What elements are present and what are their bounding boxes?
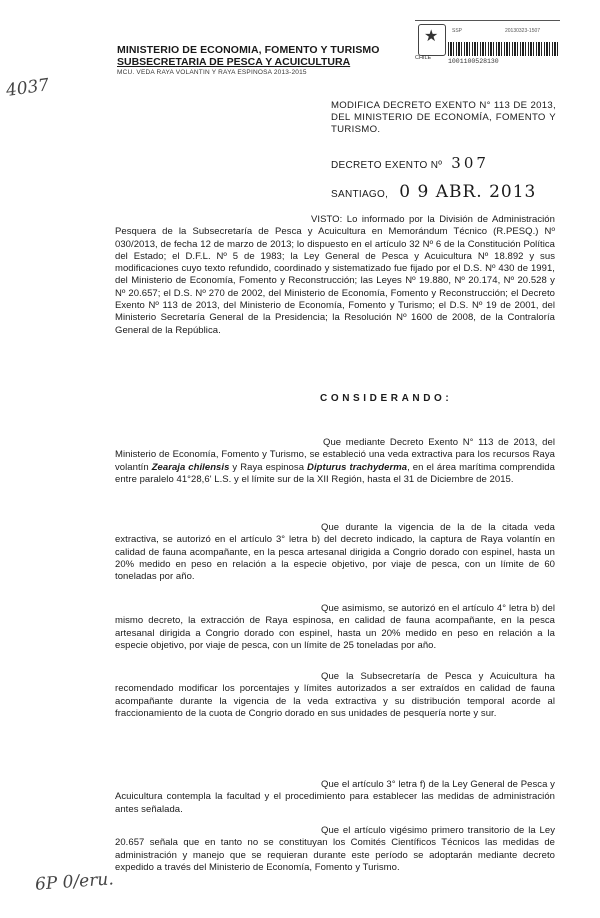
paragraph-lead: Que asimismo, se autorizó en el artículo 4° letra [321, 603, 528, 614]
considerando-paragraph-3: Que asimismo, se autorizó en el artículo 4° letra b) del mismo decreto, la extracción de Raya espinosa, en calidad de fauna acompañante, en la pesca artesanal dirigida a Congrio dorado con espinel, hasta un 20% medido en peso en relación a la especie objetivo, por viaje de pesca, con un límite de 25 toneladas por año. [115, 603, 555, 651]
visto-paragraph [115, 214, 555, 337]
visto-text: Lo informado por la División de Administración Pesquera de la Subsecretaría de Pesca y Acuicultura en Memorándum Técnico (R.PESQ.) Nº 030/2013, de fecha 12 de marzo de 2013; lo dispuesto en el artículo 32 Nº 6 de la Constitución Política del Estado; el D.F.L. Nº 5 de 1983; la Ley General de Pesca y Acuicultura Nº 18.892 y sus modificaciones cuyo texto refundido, coordinado y sistematizado fue fijado por el D.S. Nº 430 de 1991, del Ministerio de Economía, Fomento y Reconstrucción; las Leyes Nº 19.880, Nº 20.174, Nº 20.528 y Nº 20.657; el D.S. Nº 270 de 2002, del Ministerio de Economía, Fomento y Reconstrucción; el Decreto Exento Nº 113 de 2013, del Ministerio de Economía, Fomento y Turismo; el D.S. Nº 19 de 2001, del Ministerio Secretaría General de la Presidencia; la Resolución Nº 1600 de 2008, de la Contraloría General de la República. [115, 214, 555, 336]
stamp-right-text: 20130323-1507 [505, 28, 541, 34]
place-label: SANTIAGO, [331, 189, 389, 200]
decree-reference: MODIFICA DECRETO EXENTO N° 113 DE 2013, DEL MINISTERIO DE ECONOMÍA, FOMENTO Y TURISMO. [331, 100, 556, 136]
decree-label: DECRETO EXENTO Nº [331, 160, 443, 171]
paragraph-lead: Que mediante Decreto Exento N° 113 de 2013, [323, 437, 538, 448]
paragraph-lead: Que la Subsecretaría de Pesca y Acuicultura ha [321, 671, 555, 682]
decree-number: 307 [451, 154, 489, 172]
considerando-paragraph-4: Que la Subsecretaría de Pesca y Acuicultura ha recomendado modificar los porcentajes y límites autorizados a ser extraídos en calidad de fauna acompañante durante la vigencia de la veda extractiva y su distribución temporal acorde al fraccionamiento de la cuota de Congrio dorado en sus unidades de pesquería norte y sur. [115, 671, 555, 719]
seal-label: CHILE [415, 55, 432, 61]
decree-date-line [331, 182, 536, 202]
considerando-paragraph-6: Que el artículo vigésimo primero transitorio de la Ley 20.657 señala que en tanto no se constituyan los Comités Científicos Técnicos las medidas de administración y manejo que se requieran durante este período se adoptarán mediante decreto expedido a través del Ministerio de Economía, Fomento y Turismo. [115, 825, 555, 873]
star-icon: ★ [424, 28, 439, 45]
paragraph-lead: Que el artículo 3° letra f) de la Ley General de [321, 779, 518, 790]
decree-date: 0 9 ABR. 2013 [399, 182, 537, 202]
paragraph-lead: Que durante la vigencia de la de la citada veda [321, 522, 555, 533]
species-name: Dipturus trachyderma [307, 461, 408, 473]
ministry-name: MINISTERIO DE ECONOMIA, FOMENTO Y TURISMO [117, 44, 380, 56]
considerando-paragraph-1: Que mediante Decreto Exento N° 113 de 2013, del Ministerio de Economía, Fomento y Turismo, se estableció una veda extractiva para los recursos Raya volantín Zearaja chilensis y Raya espinosa Dipturus trachyderma, en el área marítima comprendida entre paralelo 41°28,6' L.S. y el límite sur de la XII Región, hasta el 31 de Diciembre de 2015. [115, 437, 555, 485]
paragraph-lead: Que el artículo vigésimo primero transitorio de [321, 825, 525, 836]
considerando-paragraph-5: Que el artículo 3° letra f) de la Ley General de Pesca y Acuicultura contempla la facultad y el procedimiento para establecer las medidas de administración antes señalada. [115, 779, 555, 815]
document-code: MCU. VEDA RAYA VOLANTIN Y RAYA ESPINOSA 2013-2015 [117, 69, 307, 76]
species-name: Zearaja chilensis [151, 461, 230, 473]
subsecretaria-name: SUBSECRETARIA DE PESCA Y ACUICULTURA [117, 56, 351, 68]
decree-number-line [331, 154, 489, 172]
handwritten-note-top: 4037 [4, 75, 51, 101]
visto-label: VISTO: [311, 214, 343, 225]
barcode-icon [448, 42, 558, 56]
stamp-left-text: SSP [452, 28, 463, 34]
considerando-paragraph-2: Que durante la vigencia de la de la citada veda extractiva, se autorizó en el artículo 3° letra b) del decreto indicado, la captura de Raya volantín en calidad de fauna acompañante, en la pesca artesanal dirigida a Congrio dorado con espinel, hasta un 20% medido en peso en relación a la especie objetivo, por viaje de pesca, con un límite de 60 toneladas por año. [115, 522, 555, 583]
considerando-heading: CONSIDERANDO: [320, 393, 453, 404]
barcode-number: 1001100528130 [448, 58, 499, 65]
handwritten-note-bottom: 6P 0/eru. [34, 869, 115, 895]
